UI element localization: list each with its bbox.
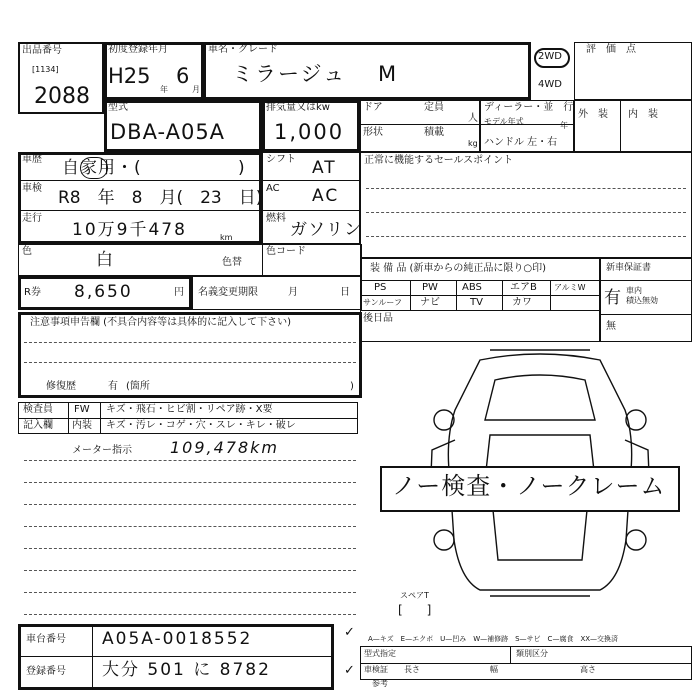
blank-line-4	[24, 548, 356, 549]
selling-points-box	[360, 152, 692, 258]
repair-value: 有	[108, 381, 118, 392]
selling-line-3	[366, 236, 686, 237]
meter-value: 109,478km	[170, 438, 280, 457]
equip-line-1	[360, 280, 600, 281]
shift-label: シフト	[266, 154, 296, 165]
color-value: 白	[96, 250, 115, 270]
interior-label: 内 装	[628, 109, 658, 120]
check-mark-1: ✓	[344, 625, 355, 640]
registration-year: H25	[108, 64, 151, 88]
ac-line	[262, 210, 360, 211]
blank-line-1	[24, 482, 356, 483]
model-year-label: モデル年式	[484, 117, 524, 126]
first-registration-label: 初度登録年月	[108, 44, 168, 55]
dealer-label: ディーラー・並 行	[484, 102, 574, 113]
interior-items: キズ・汚レ・コゲ・穴・スレ・キレ・破レ	[106, 420, 296, 431]
size-height: 高さ	[580, 665, 596, 674]
recycle-fee-label: R券	[24, 287, 41, 298]
recycle-fee-unit: 円	[174, 287, 184, 298]
lot-number-value: 2088	[34, 84, 90, 109]
chassis-label: 車台番号	[26, 634, 66, 645]
shaken-row-line	[18, 210, 262, 211]
chassis-value: A05A-0018552	[102, 629, 253, 649]
spare-tire-label: スペアT	[400, 591, 429, 600]
interior-cat-label: 内装	[72, 420, 92, 431]
repair-place: (箇所	[126, 381, 150, 392]
model-value: DBA-A05A	[110, 120, 226, 144]
meter-label: メーター指示	[72, 445, 132, 456]
grade-value: M	[378, 62, 399, 86]
plate-value: 大分 501 に 8782	[102, 660, 271, 680]
displacement-label: 排気量又はkw	[266, 102, 330, 113]
inspection-col-1	[68, 402, 69, 434]
notes-line-1	[24, 342, 356, 343]
lot-sub-number: [1134]	[32, 65, 59, 74]
equip-col-3	[502, 280, 503, 310]
fw-label: FW	[74, 404, 90, 415]
equip-line-3	[360, 310, 600, 311]
model-label: 型式	[108, 102, 128, 113]
name-change-label: 名義変更期限	[198, 287, 258, 298]
chassis-line	[18, 656, 334, 657]
shaken-label: 車検	[22, 183, 42, 194]
recycle-fee-value: 8,650	[74, 282, 133, 302]
selling-line-1	[366, 188, 686, 189]
damage-legend: A—キズ E—エクボ U—凹み W—補修跡 S—サビ C—腐食 XX—交換済	[368, 635, 619, 643]
warranty-have-note: 車内 積込無効	[626, 286, 658, 306]
equip-leather: カワ	[512, 297, 532, 308]
equip-abs: ABS	[462, 282, 482, 293]
recolor-label: 色替	[222, 257, 242, 268]
fuel-label: 燃料	[266, 213, 286, 224]
chassis-divider	[92, 624, 93, 690]
shape-label: 形状	[363, 127, 383, 138]
equip-sunroof: サンルーフ	[363, 298, 402, 307]
blank-line-5	[24, 570, 356, 571]
blank-line-3	[24, 526, 356, 527]
ext-int-divider	[620, 100, 621, 152]
load-unit: kg	[468, 139, 478, 148]
inspection-mid	[18, 418, 358, 419]
history-row-line	[18, 180, 262, 181]
meter-line	[24, 460, 356, 461]
equipment-title: 装 備 品 (新車からの純正品に限り○印)	[370, 263, 547, 274]
equip-tv: TV	[470, 297, 483, 308]
model-cat-label: 型式指定	[364, 649, 396, 658]
plate-label: 登録番号	[26, 666, 66, 677]
door-label: ドア	[363, 102, 383, 113]
exterior-label: 外 装	[578, 109, 608, 120]
equip-line-2	[360, 295, 600, 296]
equip-col-2	[456, 280, 457, 310]
history-close: )	[238, 158, 247, 178]
name-change-day: 日	[340, 287, 350, 298]
notes-line-2	[24, 362, 356, 363]
equip-airbag: エアB	[510, 282, 537, 293]
size-label: 車検証	[364, 665, 388, 674]
private-use-circle	[80, 157, 108, 179]
warranty-line-2	[600, 314, 692, 315]
drive-4wd-label: 4WD	[538, 79, 562, 90]
cert-col	[510, 646, 511, 663]
selling-points-label: 正常に機能するセールスポイント	[364, 155, 514, 166]
mileage-unit: km	[220, 233, 233, 242]
color-code-label: 色コード	[266, 246, 306, 257]
warranty-label: 新車保証書	[606, 263, 652, 273]
name-change-month: 月	[288, 287, 298, 298]
later-items-label: 後日品	[363, 313, 393, 324]
notes-title: 注意事項申告欄 (不具合内容等は具体的に記入して下さい)	[30, 317, 291, 328]
registration-month-unit: 月	[192, 85, 200, 94]
handle-label: ハンドル 左・右	[484, 137, 558, 148]
fw-items: キズ・飛石・ヒビ割・リペア跡・X要	[106, 404, 273, 415]
registration-year-unit: 年	[160, 85, 168, 94]
color-label: 色	[22, 246, 32, 257]
blank-line-2	[24, 504, 356, 505]
fuel-value: ガソリン	[290, 220, 362, 240]
equip-ps: PS	[374, 282, 387, 293]
equip-navi: ナビ	[420, 297, 440, 308]
model-cat-sub: 類別区分	[516, 649, 548, 658]
recolor-divider	[262, 244, 263, 276]
ac-value: AC	[312, 186, 340, 206]
equip-pw: PW	[422, 282, 438, 293]
lot-number-label: 出品番号	[22, 45, 62, 56]
drive-2wd-label: 2WD	[538, 51, 562, 62]
car-name-label: 車名・グレード	[208, 44, 278, 55]
capacity-unit: 人	[468, 113, 478, 124]
capacity-label: 定員	[424, 102, 444, 113]
shaken-value: R8 年 8 月( 23 日)	[58, 188, 263, 208]
size-width: 幅	[490, 665, 498, 674]
equip-col-1	[410, 280, 411, 310]
shift-value: AT	[312, 158, 337, 178]
equip-alloy: アルミW	[554, 283, 586, 292]
ac-label: AC	[266, 183, 280, 194]
size-length: 長さ	[404, 665, 420, 674]
displacement-value: 1,000	[274, 120, 345, 144]
load-label: 積載	[424, 127, 444, 138]
blank-line-6	[24, 592, 356, 593]
equip-col-4	[550, 280, 551, 310]
inspection-col-2	[100, 402, 101, 434]
exterior-interior-box	[574, 100, 692, 152]
warranty-none: 無	[606, 321, 616, 332]
blank-line-7	[24, 614, 356, 615]
car-name-value: ミラージュ	[232, 62, 347, 86]
selling-line-2	[366, 212, 686, 213]
mileage-label: 走行	[22, 213, 42, 224]
registration-month: 6	[176, 64, 192, 88]
stamp-text: ノー検査・ノークレーム	[392, 472, 666, 500]
reference-label: 参考	[372, 679, 388, 688]
inspector-label: 検査員	[23, 404, 53, 415]
entry-label: 記入欄	[23, 420, 53, 431]
cert-line	[360, 663, 692, 664]
repair-close: )	[350, 381, 354, 392]
history-label: 車歴	[22, 154, 42, 165]
color-row	[18, 244, 362, 276]
mileage-value: 10万9千478	[72, 220, 187, 240]
warranty-line-1	[600, 280, 692, 281]
check-mark-2: ✓	[344, 663, 355, 678]
repair-label: 修復歴	[46, 381, 76, 392]
history-value: 自家用・(	[62, 158, 142, 178]
warranty-have: 有	[604, 288, 623, 308]
score-label: 評 価 点	[586, 44, 636, 55]
model-year-unit: 年	[560, 121, 568, 130]
spare-tire-brackets: [ ]	[398, 603, 432, 617]
shift-line	[262, 180, 360, 181]
